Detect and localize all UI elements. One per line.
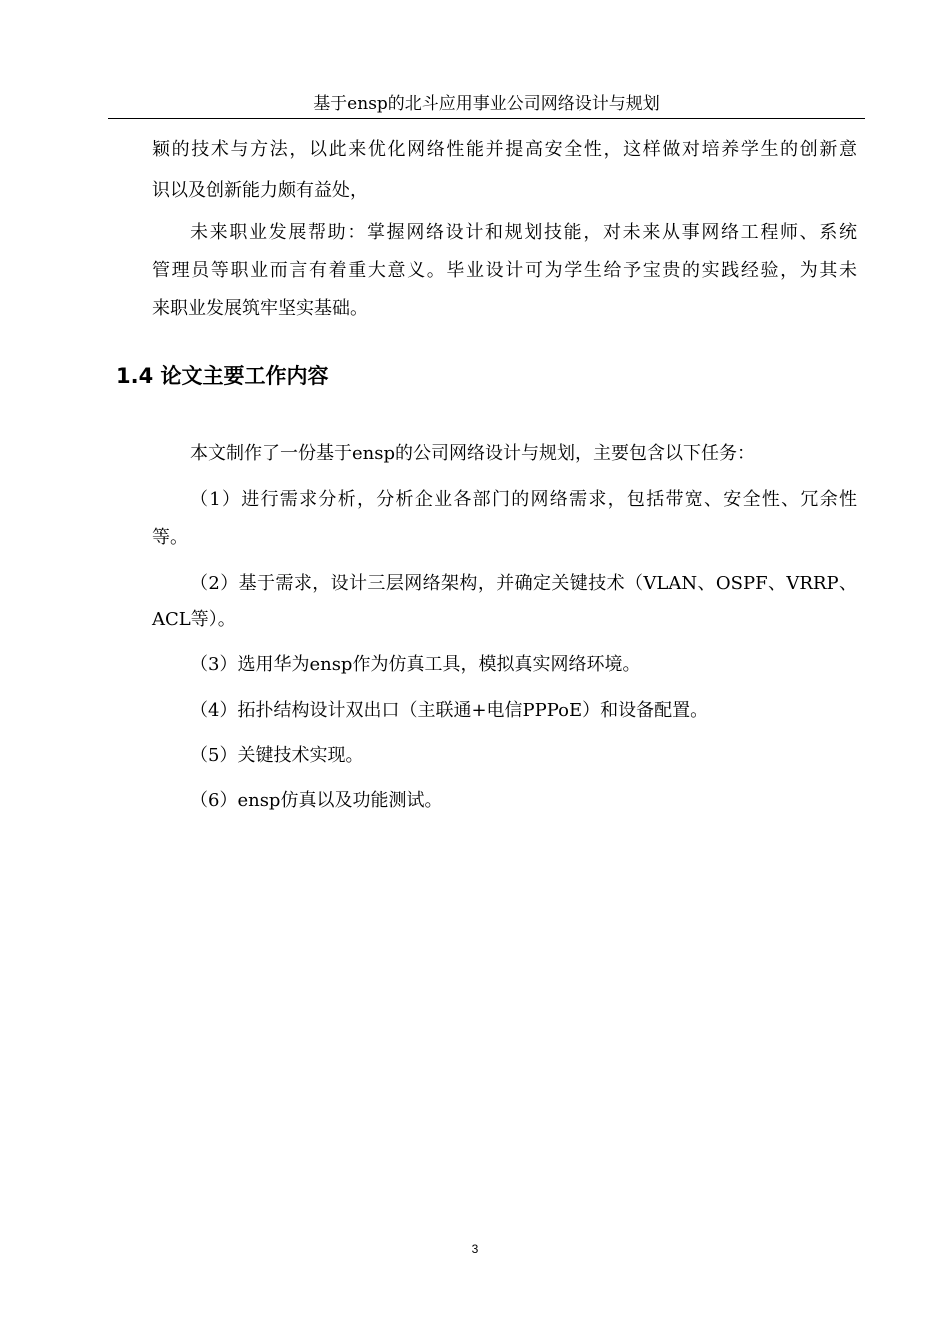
list-item: （6）ensp仿真以及功能测试。 (190, 790, 443, 811)
section-heading: 1.4 论文主要工作内容 (116, 364, 329, 388)
list-item-continuation: 等。 (152, 527, 188, 548)
paragraph-line: 来职业发展筑牢坚实基础。 (152, 298, 368, 319)
list-item: （4）拓扑结构设计双出口（主联通+电信PPPoE）和设备配置。 (190, 700, 709, 721)
list-item: （3）选用华为ensp作为仿真工具，模拟真实网络环境。 (190, 654, 641, 675)
list-item: （5）关键技术实现。 (190, 745, 364, 766)
section-intro: 本文制作了一份基于ensp的公司网络设计与规划，主要包含以下任务： (190, 443, 756, 464)
paragraph-line: 识以及创新能力颇有益处， (152, 180, 368, 201)
running-header-title: 基于ensp的北斗应用事业公司网络设计与规划 (313, 94, 660, 114)
list-item: （1）进行需求分析，分析企业各部门的网络需求，包括带宽、安全性、冗余性 (190, 489, 857, 510)
header-divider (108, 118, 865, 119)
paragraph-line: 颖的技术与方法，以此来优化网络性能并提高安全性，这样做对培养学生的创新意 (152, 139, 857, 160)
list-item: （2）基于需求，设计三层网络架构，并确定关键技术（VLAN、OSPF、VRRP、 (190, 573, 857, 594)
list-item-continuation: ACL等）。 (152, 609, 236, 630)
page-number: 3 (471, 1242, 479, 1256)
paragraph-line: 未来职业发展帮助：掌握网络设计和规划技能，对未来从事网络工程师、系统 (190, 222, 857, 243)
paragraph-line: 管理员等职业而言有着重大意义。毕业设计可为学生给予宝贵的实践经验，为其未 (152, 260, 857, 281)
